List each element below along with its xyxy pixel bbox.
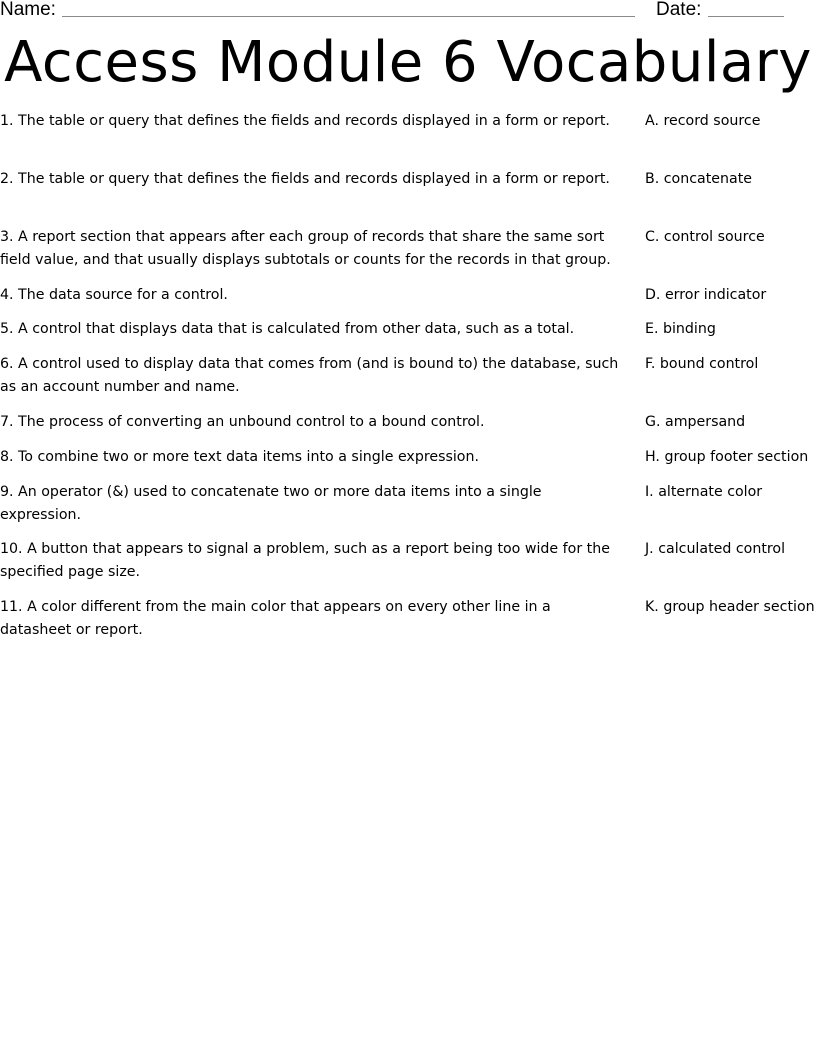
- question-text: 10. A button that appears to signal a problem, such as a report being too wide for the specified page size.: [0, 541, 610, 580]
- question-text: 6. A control used to display data that comes from (and is bound to) the database, such as an account number and name.: [0, 356, 619, 395]
- matching-list: [0, 110, 816, 654]
- question-row: [0, 411, 816, 446]
- question-row: [0, 226, 816, 284]
- answer-option: A. record source: [645, 113, 761, 129]
- question-text: 5. A control that displays data that is calculated from other data, such as a total.: [0, 321, 575, 337]
- answer-option: B. concatenate: [645, 171, 752, 187]
- answer-option: J. calculated control: [645, 541, 786, 557]
- date-blank-line[interactable]: [708, 16, 784, 17]
- answer-option: E. binding: [645, 321, 716, 337]
- question-text: 7. The process of converting an unbound control to a bound control.: [0, 414, 485, 430]
- question-text: 4. The data source for a control.: [0, 287, 228, 303]
- question-row: [0, 446, 816, 481]
- answer-option: I. alternate color: [645, 484, 763, 500]
- name-label: Name:: [0, 0, 56, 20]
- answer-option: F. bound control: [645, 356, 759, 372]
- question-text: 3. A report section that appears after each group of records that share the same sort field value, and that usually displays subtotals or counts for the records in that group.: [0, 229, 611, 268]
- answer-option: C. control source: [645, 229, 765, 245]
- answer-option: K. group header section: [645, 599, 815, 615]
- answer-option: H. group footer section: [645, 449, 809, 465]
- question-text: 11. A color different from the main color that appears on every other line in a datasheet or report.: [0, 599, 551, 638]
- question-row: [0, 168, 816, 226]
- name-date-header: [0, 0, 816, 24]
- question-row: [0, 481, 816, 538]
- question-text: 2. The table or query that defines the fields and records displayed in a form or report.: [0, 171, 610, 187]
- question-row: [0, 538, 816, 596]
- question-row: [0, 596, 816, 654]
- question-row: [0, 353, 816, 411]
- date-label: Date:: [656, 0, 702, 20]
- question-row: [0, 110, 816, 168]
- question-text: 9. An operator (&) used to concatenate two or more data items into a single expression.: [0, 484, 542, 523]
- page-title: Access Module 6 Vocabulary: [4, 30, 812, 95]
- question-row: [0, 318, 816, 353]
- question-row: [0, 284, 816, 318]
- answer-option: G. ampersand: [645, 414, 746, 430]
- answer-option: D. error indicator: [645, 287, 767, 303]
- name-blank-line[interactable]: [62, 16, 635, 17]
- question-text: 1. The table or query that defines the fields and records displayed in a form or report.: [0, 113, 610, 129]
- question-text: 8. To combine two or more text data items into a single expression.: [0, 449, 479, 465]
